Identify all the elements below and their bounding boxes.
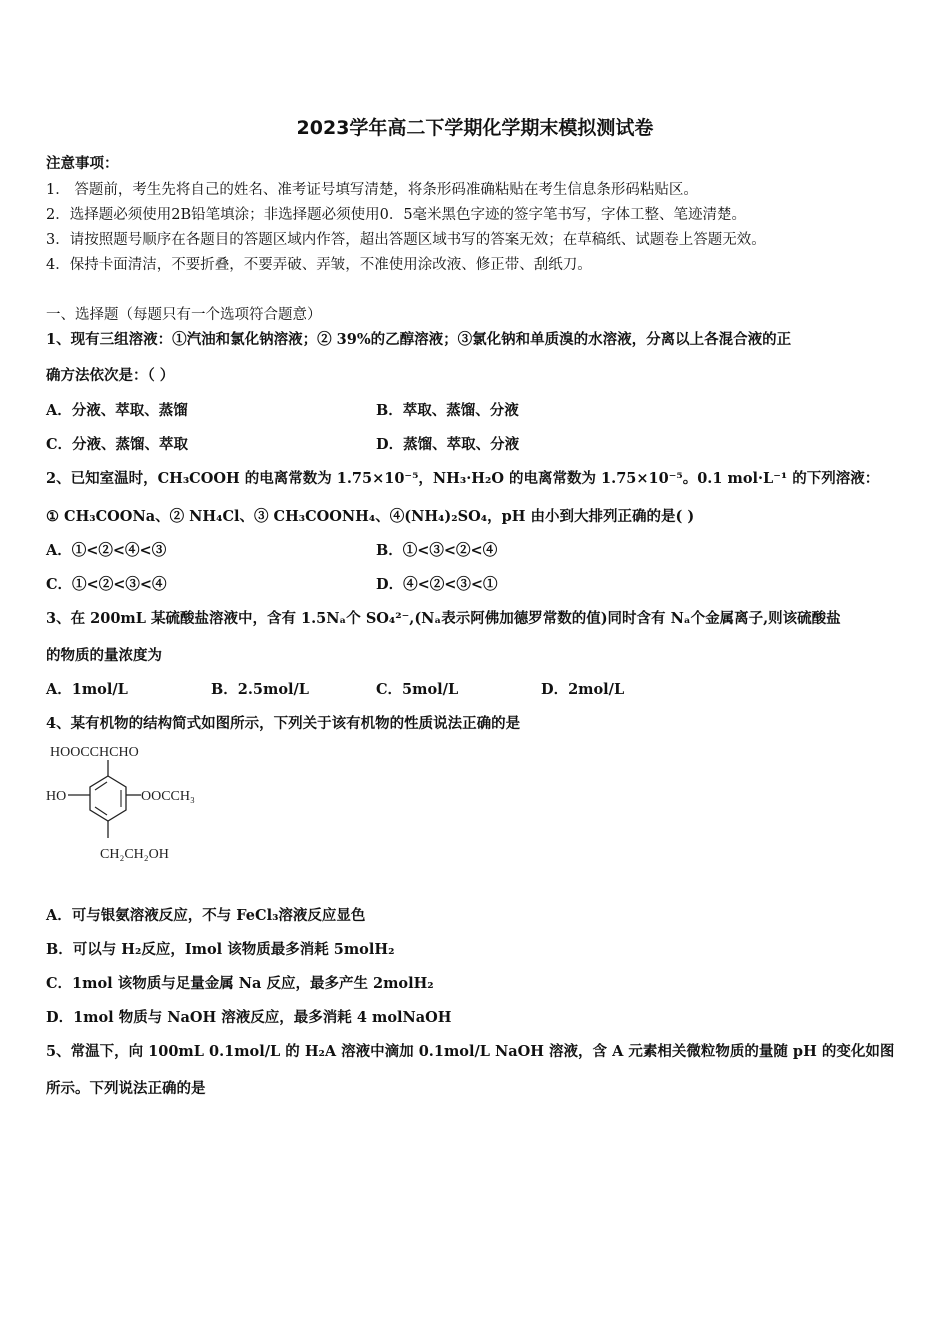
question-5-stem: 5、常温下，向 100mL 0.1mol/L 的 H₂A 溶液中滴加 0.1mol/L NaOH 溶液，含 A 元素相关微粒物质的量随 pH 的变化如图: [46, 1043, 895, 1060]
formula-left-group: HO: [46, 789, 67, 804]
question-2-option-b: B．①<③<②<④: [376, 542, 498, 559]
question-2-stem: 2、已知室温时，CH₃COOH 的电离常数为 1.75×10⁻⁵，NH₃·H₂O 的电离常数为 1.75×10⁻⁵。0.1 mol·L⁻¹ 的下列溶液：: [46, 470, 880, 487]
question-3-option-b: B．2.5mol/L: [211, 681, 309, 698]
formula-right-group: OOCCH₃: [141, 789, 195, 804]
notice-heading: 注意事项：: [46, 155, 119, 172]
question-5-stem-cont: 所示。下列说法正确的是: [46, 1080, 206, 1097]
question-4-option-a: A．可与银氨溶液反应，不与 FeCl₃溶液反应显色: [46, 907, 366, 924]
question-1-stem: 1、现有三组溶液：①汽油和氯化钠溶液；② 39%的乙醇溶液；③氯化钠和单质溴的水溶液，分离以上各混合液的正: [46, 331, 792, 348]
question-1-option-d: D．蒸馏、萃取、分液: [376, 436, 520, 453]
question-1-stem-cont: 确方法依次是：（ ）: [46, 367, 175, 384]
question-4-stem: 4、某有机物的结构简式如图所示，下列关于该有机物的性质说法正确的是: [46, 715, 521, 732]
notice-item-1: 1． 答题前，考生先将自己的姓名、准考证号填写清楚，将条形码准确粘贴在考生信息条形码粘贴区。: [46, 182, 698, 198]
question-3-option-a: A．1mol/L: [46, 681, 128, 698]
formula-bottom-group: CH₂CH₂OH: [100, 847, 169, 862]
section-heading: 一、选择题（每题只有一个选项符合题意）: [46, 307, 322, 323]
notice-item-3: 3．请按照题号顺序在各题目的答题区域内作答，超出答题区域书写的答案无效；在草稿纸、试题卷上答题无效。: [46, 232, 766, 248]
structural-formula: [44, 738, 224, 868]
question-2-stem-cont: ① CH₃COONa、② NH₄Cl、③ CH₃COONH₄、④(NH₄)₂SO₄，pH 由小到大排列正确的是( ): [46, 508, 695, 525]
formula-top-group: HOOCCHCHO: [50, 745, 139, 760]
question-2-option-c: C．①<②<③<④: [46, 576, 167, 593]
question-1-option-b: B．萃取、蒸馏、分液: [376, 402, 519, 419]
question-3-option-d: D．2mol/L: [541, 681, 625, 698]
question-3-option-c: C．5mol/L: [376, 681, 459, 698]
question-4-option-c: C．1mol 该物质与足量金属 Na 反应，最多产生 2molH₂: [46, 975, 434, 992]
question-4-option-d: D．1mol 物质与 NaOH 溶液反应，最多消耗 4 molNaOH: [46, 1009, 452, 1026]
question-3-stem: 3、在 200mL 某硫酸盐溶液中，含有 1.5Nₐ个 SO₄²⁻,(Nₐ表示阿佛加德罗常数的值)同时含有 Nₐ个金属离子,则该硫酸盐: [46, 610, 841, 627]
question-1-option-a: A．分液、萃取、蒸馏: [46, 402, 188, 419]
question-4-option-b: B．可以与 H₂反应，Imol 该物质最多消耗 5molH₂: [46, 941, 395, 958]
notice-item-4: 4．保持卡面清洁，不要折叠，不要弄破、弄皱，不准使用涂改液、修正带、刮纸刀。: [46, 257, 592, 273]
page-title: 2023学年高二下学期化学期末模拟测试卷: [296, 117, 654, 139]
question-2-option-d: D．④<②<③<①: [376, 576, 498, 593]
question-1-option-c: C．分液、蒸馏、萃取: [46, 436, 189, 453]
question-3-stem-cont: 的物质的量浓度为: [46, 647, 162, 664]
notice-item-2: 2．选择题必须使用2B铅笔填涂；非选择题必须使用0．5毫米黑色字迹的签字笔书写，字体工整、笔迹清楚。: [46, 207, 747, 223]
question-2-option-a: A．①<②<④<③: [46, 542, 167, 559]
benzene-ring-diagram: [44, 738, 224, 868]
